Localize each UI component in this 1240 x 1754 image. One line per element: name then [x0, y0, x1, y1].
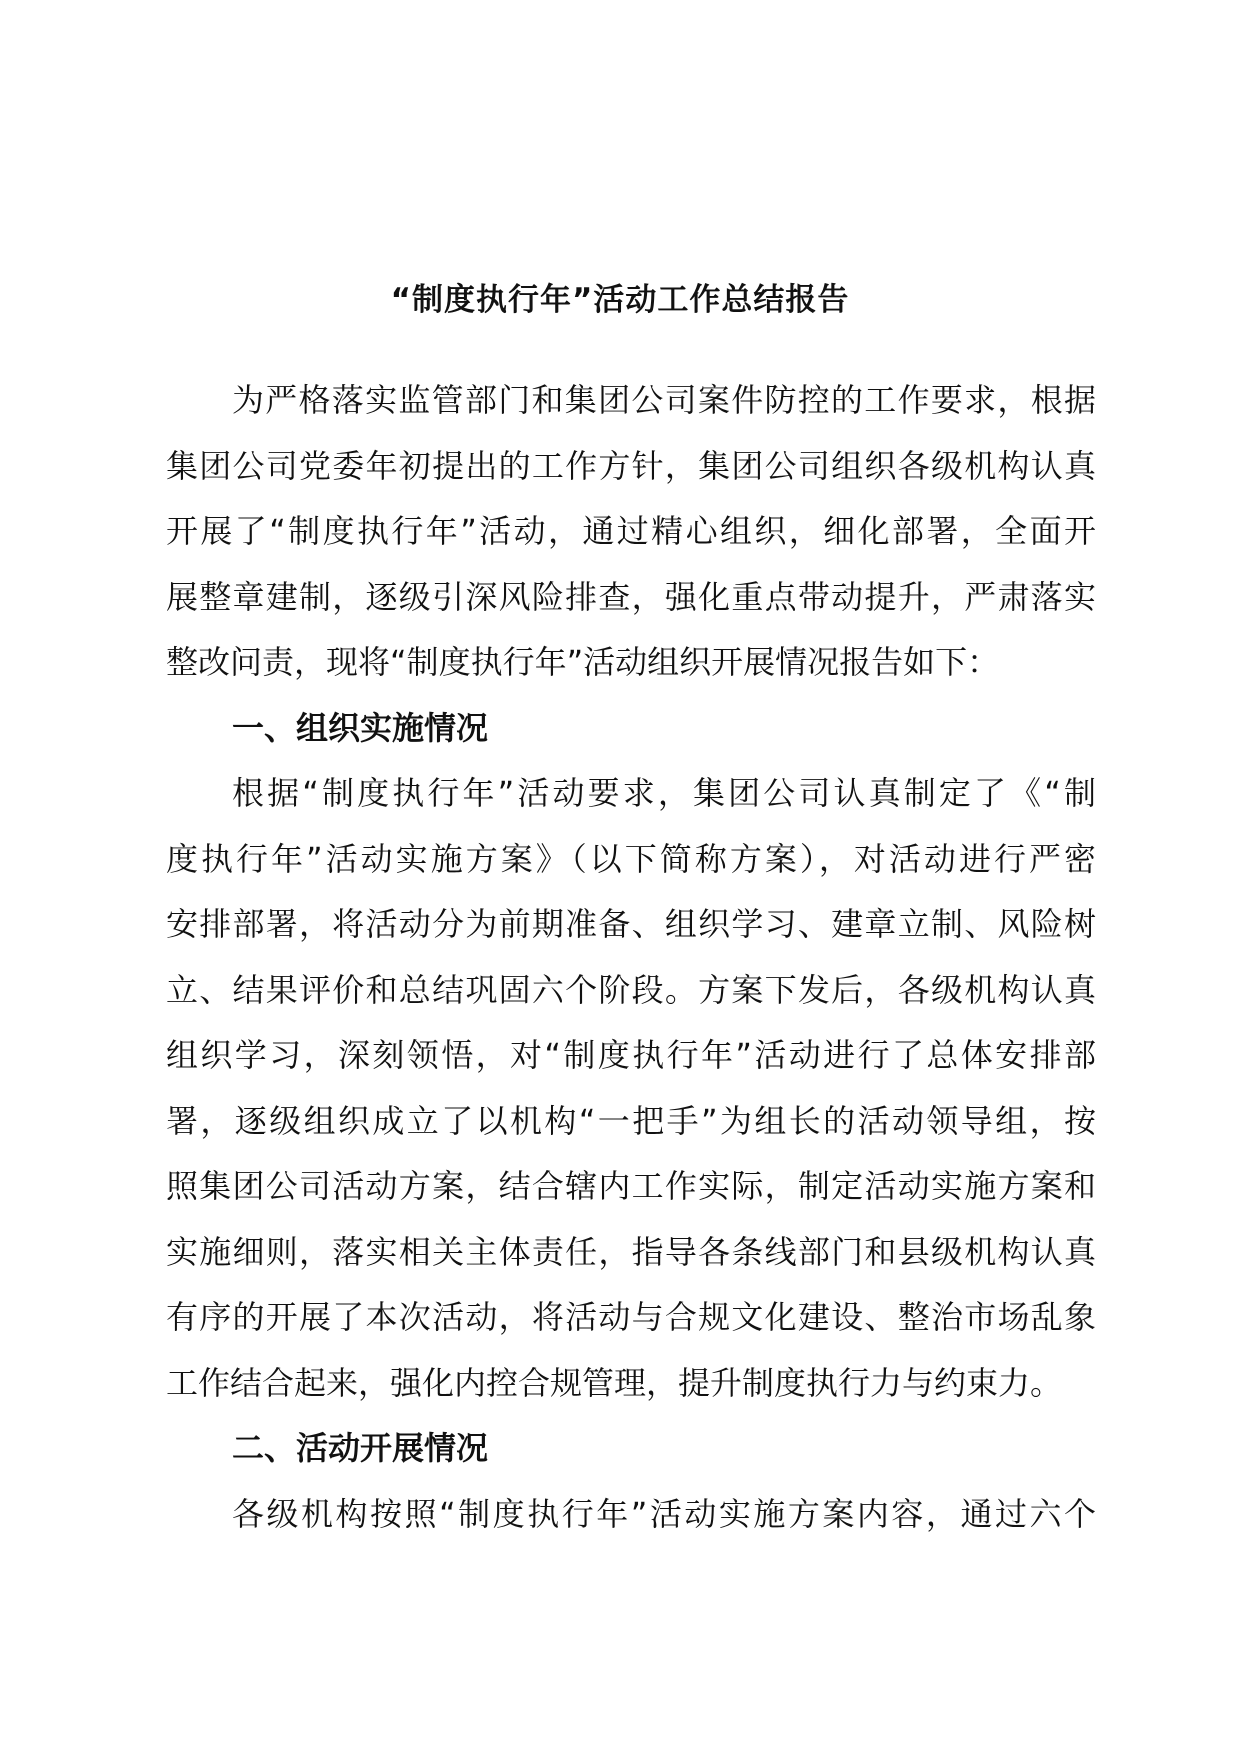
- document-body: [166, 368, 1096, 1547]
- page-title: “制度执行年”活动工作总结报告: [390, 282, 850, 318]
- paragraph-line: 照集团公司活动方案，结合辖内工作实际，制定活动实施方案和: [166, 1167, 1096, 1205]
- paragraph-line: 署，逐级组织成立了以机构“一把手”为组长的活动领导组，按: [166, 1101, 1096, 1140]
- section-heading: 二、活动开展情况: [232, 1429, 489, 1467]
- paragraph-line: 工作结合起来，强化内控合规管理，提升制度执行力与约束力。: [166, 1363, 1063, 1402]
- paragraph-line: 实施细则，落实相关主体责任，指导各条线部门和县级机构认真: [166, 1232, 1096, 1271]
- paragraph-line: 各级机构按照“制度执行年”活动实施方案内容，通过六个: [232, 1494, 1096, 1533]
- paragraph-line: 整改问责，现将“制度执行年”活动组织开展情况报告如下：: [166, 643, 1000, 681]
- paragraph-line: 度执行年”活动实施方案》（以下简称方案），对活动进行严密: [166, 839, 1096, 878]
- section-heading: 一、组织实施情况: [232, 708, 489, 747]
- paragraph-line: 有序的开展了本次活动，将活动与合规文化建设、整治市场乱象: [166, 1298, 1096, 1336]
- paragraph-line: 展整章建制，逐级引深风险排查，强化重点带动提升，严肃落实: [166, 577, 1096, 616]
- paragraph-line: 安排部署，将活动分为前期准备、组织学习、建章立制、风险树: [166, 905, 1096, 943]
- paragraph-line: 根据“制度执行年”活动要求，集团公司认真制定了《“制: [232, 774, 1096, 812]
- paragraph-line: 立、结果评价和总结巩固六个阶段。方案下发后，各级机构认真: [166, 970, 1096, 1009]
- paragraph-line: 集团公司党委年初提出的工作方针，集团公司组织各级机构认真: [166, 446, 1096, 485]
- paragraph-line: 为严格落实监管部门和集团公司案件防控的工作要求，根据: [232, 381, 1096, 419]
- paragraph-line: 开展了“制度执行年”活动，通过精心组织，细化部署，全面开: [166, 512, 1096, 550]
- paragraph-line: 组织学习，深刻领悟，对“制度执行年”活动进行了总体安排部: [166, 1036, 1096, 1074]
